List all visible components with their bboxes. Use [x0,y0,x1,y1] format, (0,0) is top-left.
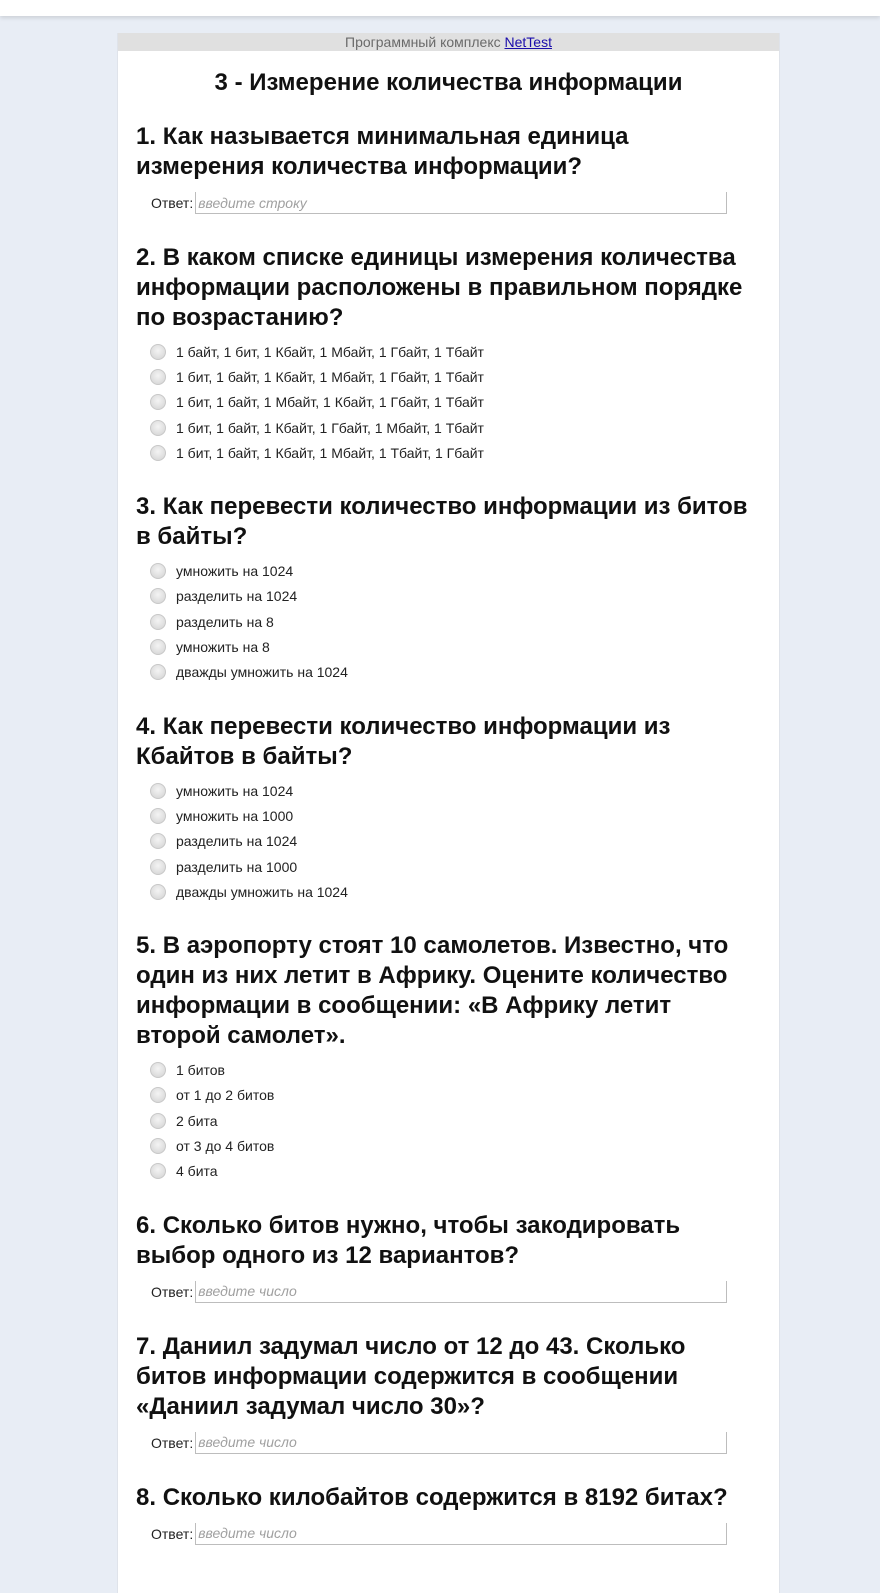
option-label: разделить на 1000 [176,858,298,875]
option-label: разделить на 1024 [176,833,298,850]
answer-label: Ответ: [151,195,194,211]
question-3 [118,492,779,684]
radio-button[interactable] [150,614,166,630]
question-text [136,712,696,772]
radio-button[interactable] [150,639,166,655]
radio-button[interactable] [150,1138,166,1154]
option[interactable] [150,1159,759,1184]
question-4 [118,712,779,904]
option[interactable] [150,440,759,465]
option-label: от 1 до 2 битов [176,1087,275,1104]
option-label: 1 битов [176,1062,225,1079]
answer-label: Ответ: [151,1434,194,1451]
radio-button[interactable] [150,1087,166,1103]
radio-button[interactable] [150,563,166,579]
question-number: 3. [136,493,157,521]
answer-row [151,1279,759,1305]
question-7 [118,1332,779,1456]
question-body: В каком списке единицы измерения количества информации расположены в правильном порядке по возрастанию? [136,244,743,331]
option-label: 4 бита [176,1163,218,1180]
radio-button[interactable] [150,884,166,900]
radio-button[interactable] [150,833,166,849]
option[interactable] [150,558,759,583]
option[interactable] [150,609,759,634]
nettest-link[interactable]: NetTest [504,34,552,50]
credit-bar [118,33,779,51]
option[interactable] [150,1057,759,1082]
question-body: Как перевести количество информации из Кбайтов в байты? [136,712,671,770]
option[interactable] [150,1133,759,1158]
option-label: 1 бит, 1 байт, 1 Кбайт, 1 Мбайт, 1 Тбайт, 1 Гбайт [176,444,484,461]
answer-input-q6[interactable] [195,1281,727,1303]
radio-button[interactable] [150,808,166,824]
question-1 [118,122,779,216]
radio-button[interactable] [150,859,166,875]
radio-button[interactable] [150,344,166,360]
options-list [150,778,759,904]
radio-button[interactable] [150,1062,166,1078]
option[interactable] [150,829,759,854]
question-number: 5. [136,932,157,960]
option[interactable] [150,415,759,440]
option[interactable] [150,778,759,803]
radio-button[interactable] [150,1163,166,1179]
radio-button[interactable] [150,1113,166,1129]
question-body: Сколько килобайтов содержится в 8192 битах? [162,1483,728,1511]
answer-input-q1[interactable] [195,192,727,214]
question-body: Как перевести количество информации из битов в байты? [136,493,748,551]
question-text [136,243,759,333]
option-label: умножить на 1024 [176,563,294,580]
answer-label: Ответ: [151,1283,194,1300]
answer-row [151,1430,759,1456]
question-body: Даниил задумал число от 12 до 43. Сколько битов информации содержится в сообщении «Даниил задумал число 30»? [136,1332,686,1420]
question-text [136,492,759,552]
question-number: 4. [136,712,157,740]
question-number: 8. [136,1483,157,1511]
option[interactable] [150,634,759,659]
option[interactable] [150,364,759,389]
question-body: Как называется минимальная единица измерения количества информации? [136,123,629,180]
question-5 [118,931,779,1183]
options-list [150,1057,759,1183]
question-body: Сколько битов нужно, чтобы закодировать выбор одного из 12 вариантов? [136,1211,681,1269]
option-label: разделить на 1024 [176,588,298,605]
question-number: 1. [136,123,157,150]
radio-button[interactable] [150,420,166,436]
radio-button[interactable] [150,369,166,385]
question-text [136,1332,706,1422]
option-label: 1 бит, 1 байт, 1 Мбайт, 1 Кбайт, 1 Гбайт, 1 Тбайт [176,394,484,411]
question-body: В аэропорту стоят 10 самолетов. Известно, что один из них летит в Африку. Оцените количество информации в сообщении: «В Африку летит второй самолет». [136,932,729,1050]
question-text [136,122,656,182]
option-label: умножить на 1000 [176,807,294,824]
option-label: умножить на 1024 [176,782,294,799]
option-label: 1 байт, 1 бит, 1 Кбайт, 1 Мбайт, 1 Гбайт, 1 Тбайт [176,343,484,360]
test-page [117,33,780,1593]
question-text [136,931,759,1051]
question-text [136,1483,759,1513]
option[interactable] [150,390,759,415]
question-2 [118,243,779,465]
option-label: умножить на 8 [176,639,270,656]
option[interactable] [150,584,759,609]
option[interactable] [150,339,759,364]
top-bar [0,0,880,16]
option[interactable] [150,1083,759,1108]
radio-button[interactable] [150,664,166,680]
radio-button[interactable] [150,588,166,604]
options-list [150,558,759,684]
option-label: от 3 до 4 битов [176,1137,275,1154]
option[interactable] [150,1108,759,1133]
option-label: 1 бит, 1 байт, 1 Кбайт, 1 Гбайт, 1 Мбайт, 1 Тбайт [176,419,484,436]
options-list [150,339,759,465]
radio-button[interactable] [150,445,166,461]
question-number: 6. [136,1211,157,1239]
question-6 [118,1211,779,1305]
option-label: 1 бит, 1 байт, 1 Кбайт, 1 Мбайт, 1 Гбайт, 1 Тбайт [176,368,484,385]
option-label: дважды умножить на 1024 [176,883,348,900]
option[interactable] [150,854,759,879]
credit-text: Программный комплекс [345,34,501,50]
test-title: 3 - Измерение количества информации [214,69,683,96]
option-label: дважды умножить на 1024 [176,664,348,681]
radio-button[interactable] [150,783,166,799]
question-number: 7. [136,1332,157,1360]
answer-label: Ответ: [151,1525,194,1542]
question-number: 2. [136,244,157,271]
option-label: 2 бита [176,1112,218,1129]
option[interactable] [150,879,759,904]
answer-row [151,1521,759,1547]
answer-input-q7[interactable] [195,1432,727,1454]
option[interactable] [150,660,759,685]
radio-button[interactable] [150,394,166,410]
option-label: разделить на 8 [176,613,274,630]
option[interactable] [150,803,759,828]
answer-row [151,190,759,216]
answer-input-q8[interactable] [195,1523,727,1545]
question-text [136,1211,696,1271]
question-8 [118,1483,779,1547]
